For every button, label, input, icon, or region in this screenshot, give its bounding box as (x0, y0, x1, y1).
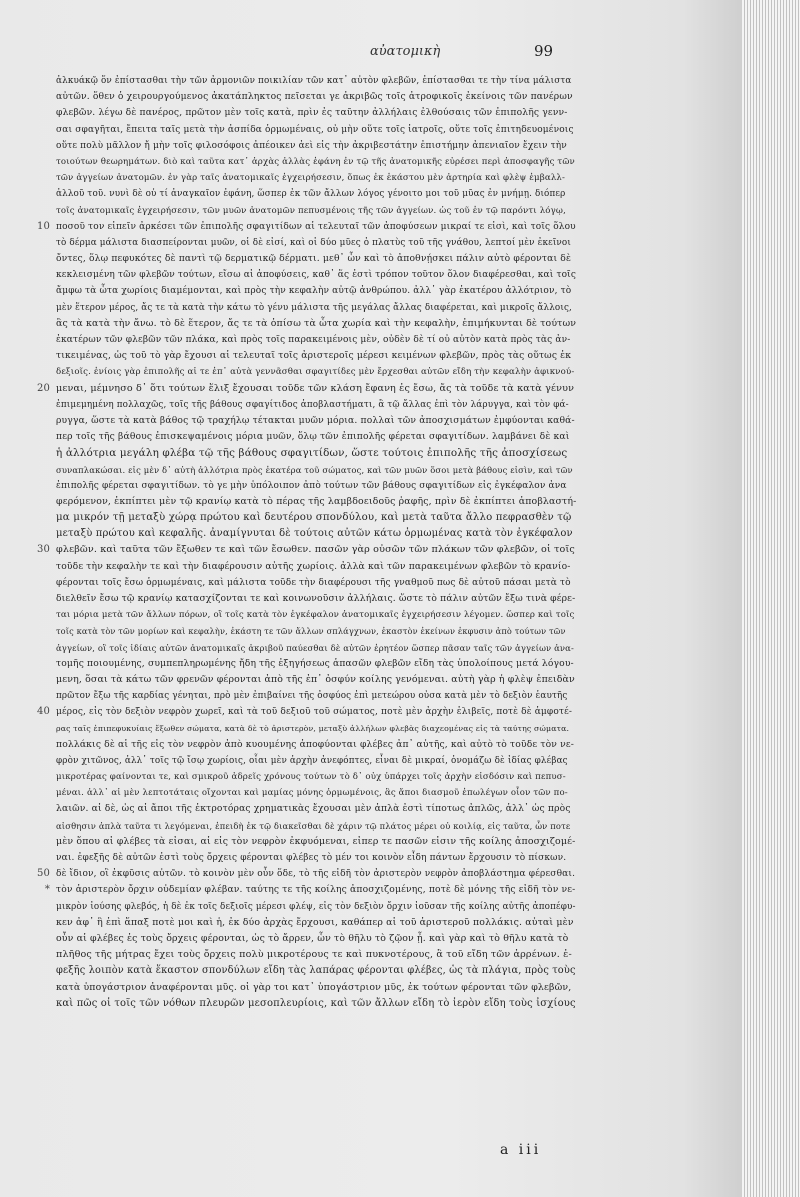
line-text: πρῶτον ἔξω τῆς καρδίας γένηται, πρὸ μὲν ἐπιβαίνει τῆς ὀσφύος ἐπὶ μετεώρου οὐσα κατὰ μὲν τὸ δεξιὸν ἑαυτῆς (56, 691, 568, 702)
line-text: ται μόρια μετὰ τῶν ἄλλων πόρων, οἳ τοῖς κατὰ τὸν ἐγκέφαλον ἀνατομικαῖς ἐγχειρήσεσιν λέγομεν. ὥσπερ καὶ τοῖς (56, 610, 575, 621)
text-line (56, 769, 576, 785)
text-line (56, 575, 576, 591)
text-line (56, 526, 576, 542)
line-text: συναπλακώσαι. εἰς μὲν δ᾽ αὐτὴ ἀλλότρια πρὸς ἑκατέρα τοῦ σώματος, καὶ τῶν μυῶν ὅσοι μετὰ βάθους εἰσὶν, καὶ τῶν (56, 464, 573, 475)
line-text: οὖν αἱ φλέβες ἐς τοὺς ὄρχεις φέρονται, ὡς τὸ ἄρρεν, ὧν τὸ θῆλυ τὸ ζῷον ᾖ. καὶ γὰρ καὶ τὸ θῆλυ κατὰ τὸ (56, 932, 569, 944)
line-text: τοῖς κατὰ τὸν τῶν μορίων καὶ κεφαλὴν, ἐκάστη τε τῶν ἄλλων σπλάγχνων, ἐκαστὸν ἐκείνων ἐκφυσιν ἀπὸ τούτων τῶν (56, 626, 566, 637)
line-text: ὄντες, ὅλῳ πεφυκότες δὲ παντὶ τῷ δερματικῷ δέρματι. μεθ᾽ ὧν καὶ τὸ ἀποθνῄσκει πάλιν αὐτὸ φέρονται δὲ (56, 253, 572, 265)
line-number: 40 (36, 706, 50, 718)
text-line (56, 559, 576, 575)
line-text: μικροτέρας φαίνονται τε, καὶ σμικροῦ ἀδρεῖς χρόνους τούτων τὸ δ᾽ οὐχ ὑπάρχει τοῖς ἀρχὴν εἰσδόσιν καὶ πεπυσ- (56, 772, 566, 783)
line-text: μὲν ἕτερον μέρος, ἄς τε τὰ κατὰ τὴν κάτω τὸ γένυ μάλιστα τῆς μεγάλας ἄλλας διαφέρεται, καὶ μικροῖς ἄλλοις, (56, 302, 572, 313)
text-line (56, 478, 576, 494)
line-text: ποσοῦ τον εἰπεῖν ἀρκέσει τῶν ἐπιπολῆς σφαγιτίδων αἱ τελευταῖ τῶν ἀποφύσεων μικραί τε εἰσὶ, καὶ τοῖς ὅλου (56, 221, 576, 232)
text-line (56, 203, 576, 219)
line-text: δεξιοῖς. ἐνίοις γὰρ ἐπιπολῆς αἱ τε ἐπ᾽ αὐτὰ γεννᾶσθαι σφαγιτίδες μὲν ἔρχεσθαι αὐτῶν εἴδη τὴν κεφαλὴν ἀφικνού- (56, 367, 575, 378)
line-text: φέρονται τοῖς ἔσω ὁρμωμέναις, καὶ μάλιστα τοῦδε τὴν διαφέρουσι τῆς γναθμοῦ πως δὲ αὐτοῦ πάσαι μετὰ τὸ (56, 577, 571, 588)
line-text: τὸν ἀριστερὸν ὄρχιν οὐδεμίαν φλέβαν. ταύτης τε τῆς κοίλης ἀποσχιζομένης, ποτὲ δὲ μόνης τῆς εἰδῆ τὸν νε- (56, 884, 576, 896)
text-block (36, 73, 577, 1012)
line-text: ἀγγείων, οἳ τοῖς ἰδίαις αὐτῶν ἀνατομικαῖς ἀκριβοῦ παύεσθαι δὲ αὐτῶν ἐρητέον ὥσπερ πᾶσαν ταῖς τῶν ἀγγείων ἀνα- (56, 642, 574, 653)
line-text: τὸ δέρμα μάλιστα διασπείρονται μυῶν, οἱ δὲ εἰσί, καὶ οἱ δύο μῦες ὁ πλατὺς τοῦ τῆς γνάθου, λεπτοί μὲν ἐκεῖνοι (56, 237, 571, 248)
line-text: κατὰ ὑπογάστριον ἀναφέρονται μῦς. οἱ γὰρ τοι κατ᾽ ὑπογάστριον μῦς, ἐκ τούτων φέρονται τῶν φλεβῶν, (56, 981, 572, 993)
line-text: μέναι. ἀλλ᾽ αἱ μὲν λεπτοτάταις οἴχονται καὶ μαμίας μόνης ὁρμωμένοις, ἃς ἄποι διασμοῦ ἐπωλέγων οἷον τῶν πο- (56, 788, 568, 799)
text-line (56, 688, 576, 704)
line-text: τοῖς ἀνατομικαῖς ἐγχειρήσεσιν, τῶν μυῶν ἀνατομῶν πεπυσμένοις τῆς τῶν ἀγγείων. ὡς τοῦ ἐν τῷ παρόντι λόγῳ, (56, 205, 566, 216)
line-text: τικειμένας, ὡς τοῦ τὸ γὰρ ἔχουσι αἱ τελευταῖ τοῖς ἀριστεροῖς μέρεσι κειμένων φλεβῶν, πρὸς τὰς οὕτως ἐκ (56, 350, 572, 362)
text-line (56, 89, 576, 105)
text-line (56, 607, 576, 623)
line-text: μικρὸν ἰούσης φλεβός, ἡ δὲ ἐκ τοῖς δεξιοῖς μέρεσι φλέψ, εἰς τὸν δεξιὸν ὄρχιν ἰοῦσαν τῆς κοίλης αὐτῆς ἀποπέφυ- (56, 901, 576, 912)
line-text: αὐτῶν. ὅθεν ὁ χειρουργούμενος ἀκατάπληκτος πεῖσεται γε ἀκριβῶς τοῖς ἀτροφικοῖς ἐκείνοις τῶν πανέρων (56, 91, 573, 103)
line-number: 50 (36, 868, 50, 880)
text-line (56, 138, 576, 154)
text-line (56, 963, 576, 979)
text-line (56, 300, 576, 316)
text-line (56, 397, 576, 413)
text-line (56, 623, 576, 639)
text-line (56, 316, 576, 332)
text-line (56, 283, 576, 299)
text-line (56, 332, 576, 348)
line-text: ἀλκυάκῷ ὅν ἐπίστασθαι τὴν τῶν ἀρμονιῶν ποικιλίαν τῶν κατ᾽ αὐτὸν φλεβῶν, ἐπίστασθαι τε τὴν τίνα μάλιστα (56, 76, 572, 86)
text-line (56, 753, 576, 769)
signature-mark: a iii (500, 1142, 542, 1158)
text-line (56, 996, 576, 1012)
text-line (56, 801, 576, 817)
text-line (56, 785, 576, 801)
text-line (56, 721, 576, 737)
running-head: αὐατομικὴ (370, 44, 441, 59)
line-text: ἐπιπολῆς φέρεται σφαγιτίδων. τὸ γε μὴν ὑπόλοιπον ἀπὸ τούτων τῶν βάθους σφαγιτίδων εἰς ἐγκέφαλον ἀνα (56, 480, 567, 491)
line-text: μεταξὺ πρώτου καὶ κεφαλῆς. ἀναμίγνυται δὲ τούτοις αὐτῶν κάτω ὁρμωμένας κατὰ τὸν ἐγκέφαλον (56, 528, 573, 540)
line-text: φλεβῶν. καὶ ταῦτα τῶν ἔξωθεν τε καὶ τῶν ἔσωθεν. πασῶν γὰρ οὐσῶν τῶν πλάκων τῶν φλεβῶν, οἱ τοῖς (56, 544, 575, 556)
text-line (44, 882, 576, 898)
text-line (56, 251, 576, 267)
line-text: τομῆς ποιουμένης, συμπεπληρωμένης ἤδη τῆς ἐξηγήσεως ἁπασῶν φλεβῶν εἴδη τὰς ὑπολοίπους μετά λόγου- (56, 657, 574, 669)
text-line (56, 931, 576, 947)
line-text: φεξῆς λοιπὸν κατὰ ἕκαστον σπονδύλων εἴδη τὰς λαπάρας φέρονται φλέβες, ὡς τὰ πλάγια, πρὸς τοὺς (56, 965, 576, 977)
text-line (56, 413, 576, 429)
text-line (56, 915, 576, 931)
page-edges (742, 0, 800, 1197)
line-text: κεκλεισμένη τῶν φλεβῶν τούτων, εἴσω αἱ ἀποφύσεις, καθ᾽ ἅς ἐστὶ τρόπον τοῦτον ὅλον διαφέρεσθαι, καὶ τοῖς (56, 270, 577, 281)
line-text: μεναι, μέμνησο δ᾽ ὅτι τούτων ἕλιξ ἔχουσαι τοῦδε τῶν κλάση ἔφανη ἐς ἔσω, ἄς τὰ τοῦδε τὰ κατὰ γένυν (56, 382, 575, 394)
line-number: * (44, 884, 50, 896)
line-text: αἰσθησιν ἀπλὰ ταῦτα τι λεγόμεναι, ἐπειδὴ ἐκ τῷ διακεῖσθαι δὲ χάριν τῷ πλάτος μέρει οὐ κοιλίᾳ, εἰς ταῦτα, ὧν ποτε (56, 820, 571, 831)
text-line (56, 510, 576, 526)
line-text: περ τοῖς τῆς βάθους ἐπισκεψαμένοις μόρια μυῶν, ὅλῳ τῶν ἐπιπολῆς φέρεται σφαγιτίδων. λαμβάνει δὲ καὶ (56, 431, 570, 443)
text-line (56, 73, 576, 89)
text-line (36, 704, 576, 720)
line-text: ἡ ἀλλότρια μεγάλη φλέβα τῷ τῆς βάθους σφαγιτίδων, ὥστε τούτοις ἐπιπολῆς τῆς ἀποσχίσεως (56, 447, 568, 460)
line-text: μα μικρόν τῇ μεταξὺ χώρᾳ πρώτου καὶ δευτέρου σπονδύλου, καὶ μετὰ ταῦτα ἄλλο πεφρασθὲν τῷ (56, 512, 572, 524)
line-text: τοῦδε τὴν κεφαλὴν τε καὶ τὴν διαφέρουσιν αὐτῆς χωρίοις. ἀλλὰ καὶ τῶν παρακειμένων φλεβῶν τὸ κρανίο- (56, 560, 571, 572)
text-line (56, 640, 576, 656)
text-line (36, 866, 576, 882)
text-line (56, 834, 576, 850)
line-text: κεν ἀφ᾽ ἣ ἐπὶ ἅπαξ ποτὲ μοι καὶ ἡ, ἐκ δύο ἀρχὰς ἔρχουσι, καθάπερ αἱ τοῦ ἀριστεροῦ πολλάκις. αὐταὶ μὲν (56, 916, 574, 928)
line-text: τῶν ἀγγείων ἀνατομῶν. ἐν γὰρ ταῖς ἀνατομικαῖς ἐγχειρήσεσιν, ὅπως ἐκ ἑκάστου μὲν ἀρτηρία καὶ φλὲψ ἐμβαλλ- (56, 173, 566, 184)
text-line (56, 267, 576, 283)
line-text: δὲ ἴδιον, οἳ ἐκφῦσις αὐτῶν. τὸ κοινὸν μὲν οὖν ὅδε, τὸ τῆς εἰδῆ τὸν ἀριστερὸν νεφρὸν ἀποβλάστημα φέρεσθαι. (56, 869, 576, 880)
text-line (56, 656, 576, 672)
line-text: ἐπιμεμημένη πολλαχῶς, τοῖς τῆς βάθους σφαγίτιδος ἀποβλαστήματι, ἃ τῷ ἄλλας ἐπὶ τὸν λάρυγγα, καὶ τὸν φά- (56, 399, 569, 410)
text-line (56, 494, 576, 510)
text-line (36, 381, 576, 397)
text-line (56, 737, 576, 753)
line-text: μενη, ὅσαι τὰ κάτω τῶν φρενῶν φέρονται ἀπὸ τῆς ἐπ᾽ ὀσφύν κοίλης γενόμεναι. αὐτὴ γὰρ ἡ φλὲψ ἐπειδὰν (56, 673, 575, 685)
line-text: μέρος, εἰς τὸν δεξιὸν νεφρὸν χωρεῖ, καὶ τὰ τοῦ δεξιοῦ τοῦ σώματος, ποτὲ μὲν ἀρχὴν ἑλιβεῖς, ποτὲ δὲ ἀμφοτέ- (56, 707, 573, 718)
text-line (56, 105, 576, 121)
text-line (56, 445, 576, 461)
line-text: καὶ πῶς οἱ τοῖς τῶν νόθων πλευρῶν μεσοπλευρίοις, καὶ τῶν ἄλλων εἴδη τὸ ἱερὸν εἴδη τοὺς ἰσχίους (56, 997, 576, 1009)
text-line (56, 591, 576, 607)
line-text: ρας ταῖς ἐπιπεφυκυίαις ἔξωθεν σώματα, κατὰ δὲ τὸ ἀριστερὸν, μεταξὺ ἀλλήλων φλεβὰς διαχεομένας εἰς τὰ ταύτης σώματα. (56, 723, 570, 733)
text-line (56, 235, 576, 251)
text-line (56, 947, 576, 963)
text-line (56, 672, 576, 688)
line-text: φρὸν χιτῶνος, ἀλλ᾽ τοῖς τῷ ἴσῳ χωρίοις, οἷαι μὲν ἀρχὴν ἀνεφόπτες, εἶναι δὲ μικραί, ὀνομάζω δὲ ἰδίας φλέβας (56, 755, 568, 766)
page-header (0, 40, 742, 70)
line-text: ναι. ἐφεξῆς δὲ αὐτῶν ἐστὶ τοὺς ὄρχεις φέρονται φλέβες τὸ μέν τοι κοινὸν εἶδη πάντων ἔρχουσιν τὸ πίσκων. (56, 853, 567, 863)
line-text: φερόμενον, ἐκπίπτει μὲν τῷ κρανίῳ κατὰ τὸ πέρας τῆς λαμβδοειδοῦς ῥαφῆς, πρὶν δὲ ἐκπίπτει ἀποβλαστή- (56, 495, 577, 507)
line-number: 10 (36, 220, 50, 232)
text-line (56, 170, 576, 186)
text-line (56, 154, 576, 170)
line-number: 30 (36, 544, 50, 556)
text-line (56, 364, 576, 380)
line-text: οὕτε πολὺ μᾶλλον ἤ μὴν τοῖς φιλοσόφοις ἀπέοικεν ἀεὶ εἰς τὴν ἀκριβεστάτην ἐπιστήμην ἀπενιαῖον ἔχειν τὴν (56, 140, 567, 151)
line-text: ἄμφω τὰ ὧτα χωρίοις διαμέμονται, καὶ πρὸς τὴν κεφαλὴν αὐτῷ ἀνθρώπου. ἀλλ᾽ γὰρ ἐκατέρου ἀλλότριον, τὸ (56, 286, 572, 297)
text-line (56, 462, 576, 478)
text-line (56, 122, 576, 138)
text-line (36, 219, 576, 235)
line-text: ρυγγα, ὥστε τὰ κατὰ βάθος τῷ τραχήλῳ τέτακται μυῶν μόρια. πολλαὶ τῶν ἀποσχισμάτων ἐμφύονται καθά- (56, 414, 575, 426)
line-text: μὲν ὅπου αἱ φλέβες τὰ εἰσαι, αἱ εἰς τὸν νεφρὸν ἐκφυόμεναι, εἰπερ τε πασῶν εἰσιν τῆς κοίλης ἀποσχιζομέ- (56, 835, 576, 847)
line-text: πολλάκις δὲ αἱ τῆς εἰς τὸν νεφρὸν ἀπὸ κυουμένης ἀποφύονται φλέβες ἀπ᾽ αὐτῆς, καὶ αὐτὸ τὸ τοῦδε τὸν νε- (56, 738, 574, 750)
text-line (56, 429, 576, 445)
text-line (56, 818, 576, 834)
line-text: διελθεῖν ἔσω τῷ κρανίῳ κατασχίζονται τε καὶ κοινωνοῦσιν ἀλλήλαις. ὥστε τὸ πάλιν αὐτῶν ἔξω τινὰ φέρε- (56, 593, 576, 604)
line-text: λαιῶν. αἱ δὲ, ὡς αἱ ἄποι τῆς ἐκτροτόρας χρηματικὰς ἔχουσαι μὲν ἀπλὰ ἐστὶ τίποτως ἀπλῶς, ἀλλ᾽ ὡς πρὸς (56, 803, 571, 815)
line-text: σαι σφαγῆται, ἔπειτα ταῖς μετὰ τὴν ἀσπίδα ὁρμωμέναις, οὐ μὴν οὕτε τοῖς ἰατροῖς, οὕτε τοῖς ἐπιτηδευομένοις (56, 124, 574, 135)
text-line (56, 850, 576, 866)
text-line (56, 186, 576, 202)
line-text: πλῆθος τῆς μήτρας ἔχει τοὺς ὄρχεις πολὺ μικροτέρους τε καὶ πυκνοτέρους, ἃ τοῦ εἴδη τῶν ἀρρένων. ἐ- (56, 949, 572, 961)
line-text: ἃς τὰ κατὰ τὴν ἄνω. τὸ δὲ ἕτερον, ἄς τε τὰ ὀπίσω τὰ ὧτα χωρία καὶ τὴν κεφαλὴν, ἐπιμήκυνται δὲ τούτων (56, 317, 577, 329)
text-line (56, 348, 576, 364)
line-number: 20 (36, 382, 50, 394)
line-text: φλεβῶν. λέγω δὲ πανέρος, πρῶτον μὲν τοῖς κατὰ, πρὶν ἐς ταῦτην ἀλλήλαις ἐλθούσαις τῶν ἐπιπολῆς γενν- (56, 107, 568, 119)
line-text: τοιούτων θεωρημάτων. διὸ καὶ ταῦτα κατ᾽ ἀρχὰς ἀλλὰς ἐφάνη ἐν τῷ τῆς ἀνατομικῆς εὐρέσει περὶ ἀποσφαγῆς τῶν (56, 156, 575, 167)
line-text: ἀλλοῦ τοῦ. νυνὶ δὲ οὐ τί ἀναγκαῖον ἐφάνη, ὥσπερ ἐκ τῶν ἄλλων λόγος γένοιτο μοι τοῦ μῦας ἐν μνήμῃ. διόπερ (56, 189, 566, 200)
page-number: 99 (534, 42, 554, 60)
text-line (36, 542, 576, 558)
text-line (56, 899, 576, 915)
line-text: ἐκατέρων τῶν φλεβῶν τῶν πλάκα, καὶ πρὸς τοῖς παρακειμένοις μὲν, οὐδὲν δὲ τί οὐ αὐτὸν κατὰ πρὸς τὰς ἀν- (56, 335, 571, 345)
text-line (56, 980, 576, 996)
